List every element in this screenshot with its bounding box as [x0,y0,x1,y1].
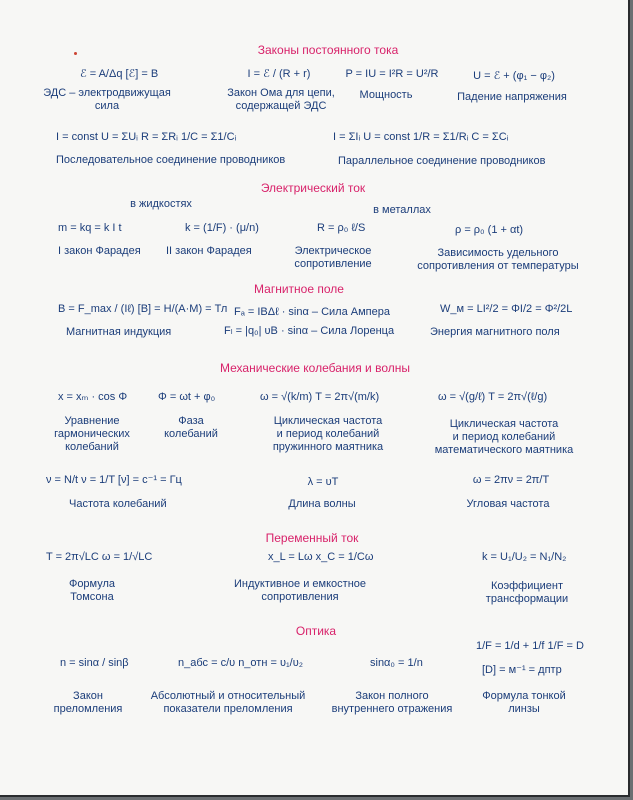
caption-thomson: Формула Томсона [68,578,116,603]
formula-power: P = IU = I²R = U²/R [345,68,439,80]
caption-math-pendulum: Циклическая частота и период колебаний математического маятника [434,418,574,456]
caption-wavelength: Длина волны [288,498,356,510]
section-heading-oscillations: Механические колебания и волны [219,361,411,375]
red-dot-mark [74,52,77,55]
caption-power: Мощность [359,89,413,101]
caption-refraction: Закон преломления [53,690,123,715]
formula-harmonic: x = xₘ · cos Φ [58,391,128,403]
subheading-liquids: в жидкостях [130,198,192,210]
formula-ampere-force: Fₐ = IBΔℓ · sinα – Сила Ампера [234,306,390,318]
formula-thomson: T = 2π√LC ω = 1/√LC [46,551,153,563]
section-heading-magnetic-field: Магнитное поле [254,282,344,296]
formula-voltage-drop: U = ℰ + (φ₁ − φ₂) [473,70,555,82]
caption-voltage-drop: Падение напряжения [457,91,567,103]
caption-magnetic-energy: Энергия магнитного поля [430,326,560,338]
formula-resistivity-temp: ρ = ρ₀ (1 + αt) [455,224,524,236]
caption-resistance: Электрическое сопротивление [294,245,372,270]
caption-series: Последовательное соединение проводников [56,154,286,166]
formula-faraday-2: k = (1/F) · (μ/n) [185,222,259,234]
formula-faraday-1: m = kq = k I t [58,222,122,234]
formula-frequency: ν = N/t ν = 1/T [ν] = c⁻¹ = Гц [46,474,182,486]
formula-magnetic-induction: B = F_max / (Iℓ) [B] = H/(A·M) = Тл [58,303,228,315]
caption-thin-lens: Формула тонкой линзы [482,690,566,715]
caption-harmonic: Уравнение гармонических колебаний [54,415,130,453]
formula-series: I = const U = ΣUᵢ R = ΣRᵢ 1/C = Σ1/Cᵢ [56,131,237,143]
caption-frequency: Частота колебаний [69,498,167,510]
formula-thin-lens: 1/F = 1/d + 1/f 1/F = D [476,640,584,652]
formula-magnetic-energy: W_м = LI²/2 = ΦI/2 = Φ²/2L [440,303,573,315]
caption-phase: Фаза колебаний [164,415,218,440]
formula-refraction: n = sinα / sinβ [60,657,129,669]
caption-total-reflection: Закон полного внутреннего отражения [331,690,453,715]
formula-math-pendulum: ω = √(g/ℓ) T = 2π√(ℓ/g) [438,391,548,403]
caption-magnetic-induction: Магнитная индукция [66,326,172,338]
caption-parallel: Параллельное соединение проводников [338,155,546,167]
formula-emf: ℰ = A/Δq [ℰ] = B [80,68,159,80]
section-heading-ac: Переменный ток [265,531,359,545]
caption-faraday-1: I закон Фарадея [58,245,141,257]
formula-reactance: x_L = Lω x_C = 1/Cω [268,551,374,563]
section-heading-dc: Законы постоянного тока [257,43,399,57]
formula-spring-pendulum: ω = √(k/m) T = 2π√(m/k) [260,391,380,403]
caption-emf: ЭДС – электродвижущая сила [43,87,171,112]
formula-phase: Φ = ωt + φ₀ [158,391,216,403]
caption-angular-frequency: Угловая частота [466,498,550,510]
caption-refractive-index: Абсолютный и относительный показатели преломления [150,690,306,715]
formula-resistance: R = ρ₀ ℓ/S [317,222,366,234]
formula-parallel: I = ΣIᵢ U = const 1/R = Σ1/Rᵢ C = ΣCᵢ [333,131,509,143]
section-heading-electric-current: Электрический ток [260,181,366,195]
subheading-metals: в металлах [373,204,431,216]
caption-faraday-2: II закон Фарадея [166,245,252,257]
section-heading-optics: Оптика [295,624,337,638]
caption-ohm-law: Закон Ома для цепи, содержащей ЭДС [227,87,335,112]
formula-wavelength: λ = υT [307,476,339,488]
caption-spring-pendulum: Циклическая частота и период колебаний пружинного маятника [272,415,384,453]
formula-total-reflection: sinα₀ = 1/n [370,657,423,669]
caption-transformer: Коэффициент трансформации [485,580,569,605]
formula-angular-frequency: ω = 2πν = 2π/T [472,474,550,486]
formula-transformer: k = U₁/U₂ = N₁/N₂ [482,551,567,563]
caption-resistivity-temp: Зависимость удельного сопротивления от температуры [417,247,579,272]
caption-reactance: Индуктивное и емкостное сопротивления [233,578,367,603]
formula-ohm-law: I = ℰ / (R + r) [247,68,311,80]
formula-refractive-index: n_абс = c/υ n_отн = υ₁/υ₂ [178,657,304,669]
formula-diopter-unit: [D] = м⁻¹ = дптр [482,664,562,676]
formula-lorentz-force: Fₗ = |q₀| υB · sinα – Сила Лоренца [224,325,395,337]
